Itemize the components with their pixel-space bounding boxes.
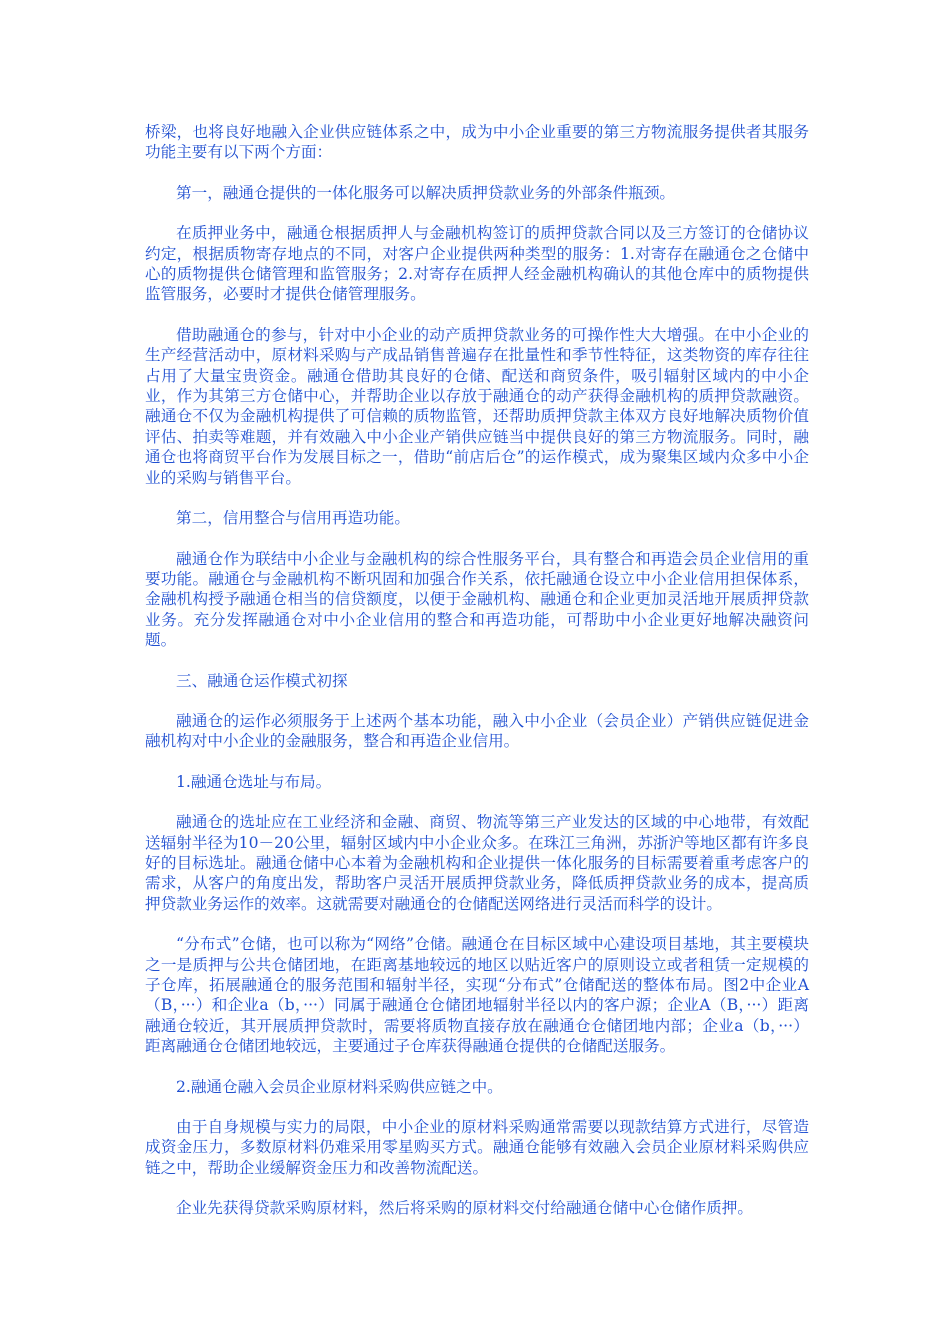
paragraph-continuation: 桥梁，也将良好地融入企业供应链体系之中，成为中小企业重要的第三方物流服务提供者其服务功能主要有以下两个方面： [145,123,809,162]
document-body [145,122,809,1239]
paragraph-operability: 借助融通仓的参与，针对中小企业的动产质押贷款业务的可操作性大大增强。在中小企业的生产经营活动中，原材料采购与产成品销售普遍存在批量性和季节性特征，这类物资的库存往往占用了大量宝贵资金。融通仓借助其良好的仓储、配送和商贸条件，吸引辐射区域内的中小企业，作为其第三方仓储中心，并帮助企业以存放于融通仓的动产获得金融机构的质押贷款融资。融通仓不仅为金融机构提供了可信赖的质物监管，还帮助质押贷款主体双方良好地解决质物价值评估、拍卖等难题，并有效融入中小企业产销供应链当中提供良好的第三方物流服务。同时，融通仓也将商贸平台作为发展目标之一，借助“前店后仓”的运作模式，成为聚集区域内众多中小企业的采购与销售平台。 [145,325,809,487]
paragraph-point-one-heading: 第一，融通仓提供的一体化服务可以解决质押贷款业务的外部条件瓶颈。 [176,183,676,202]
paragraph-distributed-storage: “分布式”仓储，也可以称为“网络”仓储。融通仓在目标区域中心建设项目基地，其主要模块之一是质押与公共仓储团地，在距离基地较远的地区以贴近客户的原则设立或者租赁一定规模的子仓库，拓展融通仓的服务范围和辐射半径，实现“分布式”仓储配送的整体布局。图2中企业A（B，···）和企业a（b，···）同属于融通仓仓储团地辐射半径以内的客户源；企业A（B，···）距离融通仓较近，其开展质押贷款时，需要将质物直接存放在融通仓仓储团地内部；企业a（b，···）距离融通仓仓储团地较远，主要通过子仓库获得融通仓提供的仓储配送服务。 [145,935,809,1056]
paragraph-credit-integration: 融通仓作为联结中小企业与金融机构的综合性服务平台，具有整合和再造会员企业信用的重要功能。融通仓与金融机构不断巩固和加强合作关系，依托融通仓设立中小企业信用担保体系，金融机构授予融通仓相当的信贷额度，以便于金融机构、融通仓和企业更加灵活地开展质押贷款业务。充分发挥融通仓对中小企业信用的整合和再造功能，可帮助中小企业更好地解决融资问题。 [145,549,809,650]
paragraph-loan-pledge: 企业先获得贷款采购原材料，然后将采购的原材料交付给融通仓储中心仓储作质押。 [176,1199,753,1218]
paragraph-site-selection: 融通仓的选址应在工业经济和金融、商贸、物流等第三产业发达的区域的中心地带，有效配送辐射半径为10－20公里，辐射区域内中小企业众多。在珠江三角洲，苏浙沪等地区都有许多良好的目标选址。融通仓储中心本着为金融机构和企业提供一体化服务的目标需要着重考虑客户的需求，从客户的角度出发，帮助客户灵活开展质押贷款业务，降低质押贷款业务的成本，提高质押贷款业务运作的效率。这就需要对融通仓的仓储配送网络进行灵活而科学的设计。 [145,813,809,913]
subheading-site-layout: 1.融通仓选址与布局。 [176,772,332,791]
section-heading-operation-mode: 三、融通仓运作模式初探 [176,671,348,690]
paragraph-procurement: 由于自身规模与实力的局限，中小企业的原材料采购通常需要以现款结算方式进行，尽管造成资金压力，多数原材料仍难采用零星购买方式。融通仓能够有效融入会员企业原材料采购供应链之中，帮助企业缓解资金压力和改善物流配送。 [145,1118,809,1177]
subheading-supply-chain: 2.融通仓融入会员企业原材料采购供应链之中。 [176,1077,503,1096]
paragraph-point-two-heading: 第二，信用整合与信用再造功能。 [176,509,410,528]
paragraph-pledge-services: 在质押业务中，融通仓根据质押人与金融机构签订的质押贷款合同以及三方签订的仓储协议约定，根据质物寄存地点的不同，对客户企业提供两种类型的服务：1.对寄存在融通仓之仓储中心的质物提供仓储管理和监管服务；2.对寄存在质押人经金融机构确认的其他仓库中的质物提供监管服务，必要时才提供仓储管理服务。 [145,224,809,304]
paragraph-operation-intro: 融通仓的运作必须服务于上述两个基本功能，融入中小企业（会员企业）产销供应链促进金融机构对中小企业的金融服务，整合和再造企业信用。 [145,711,809,751]
